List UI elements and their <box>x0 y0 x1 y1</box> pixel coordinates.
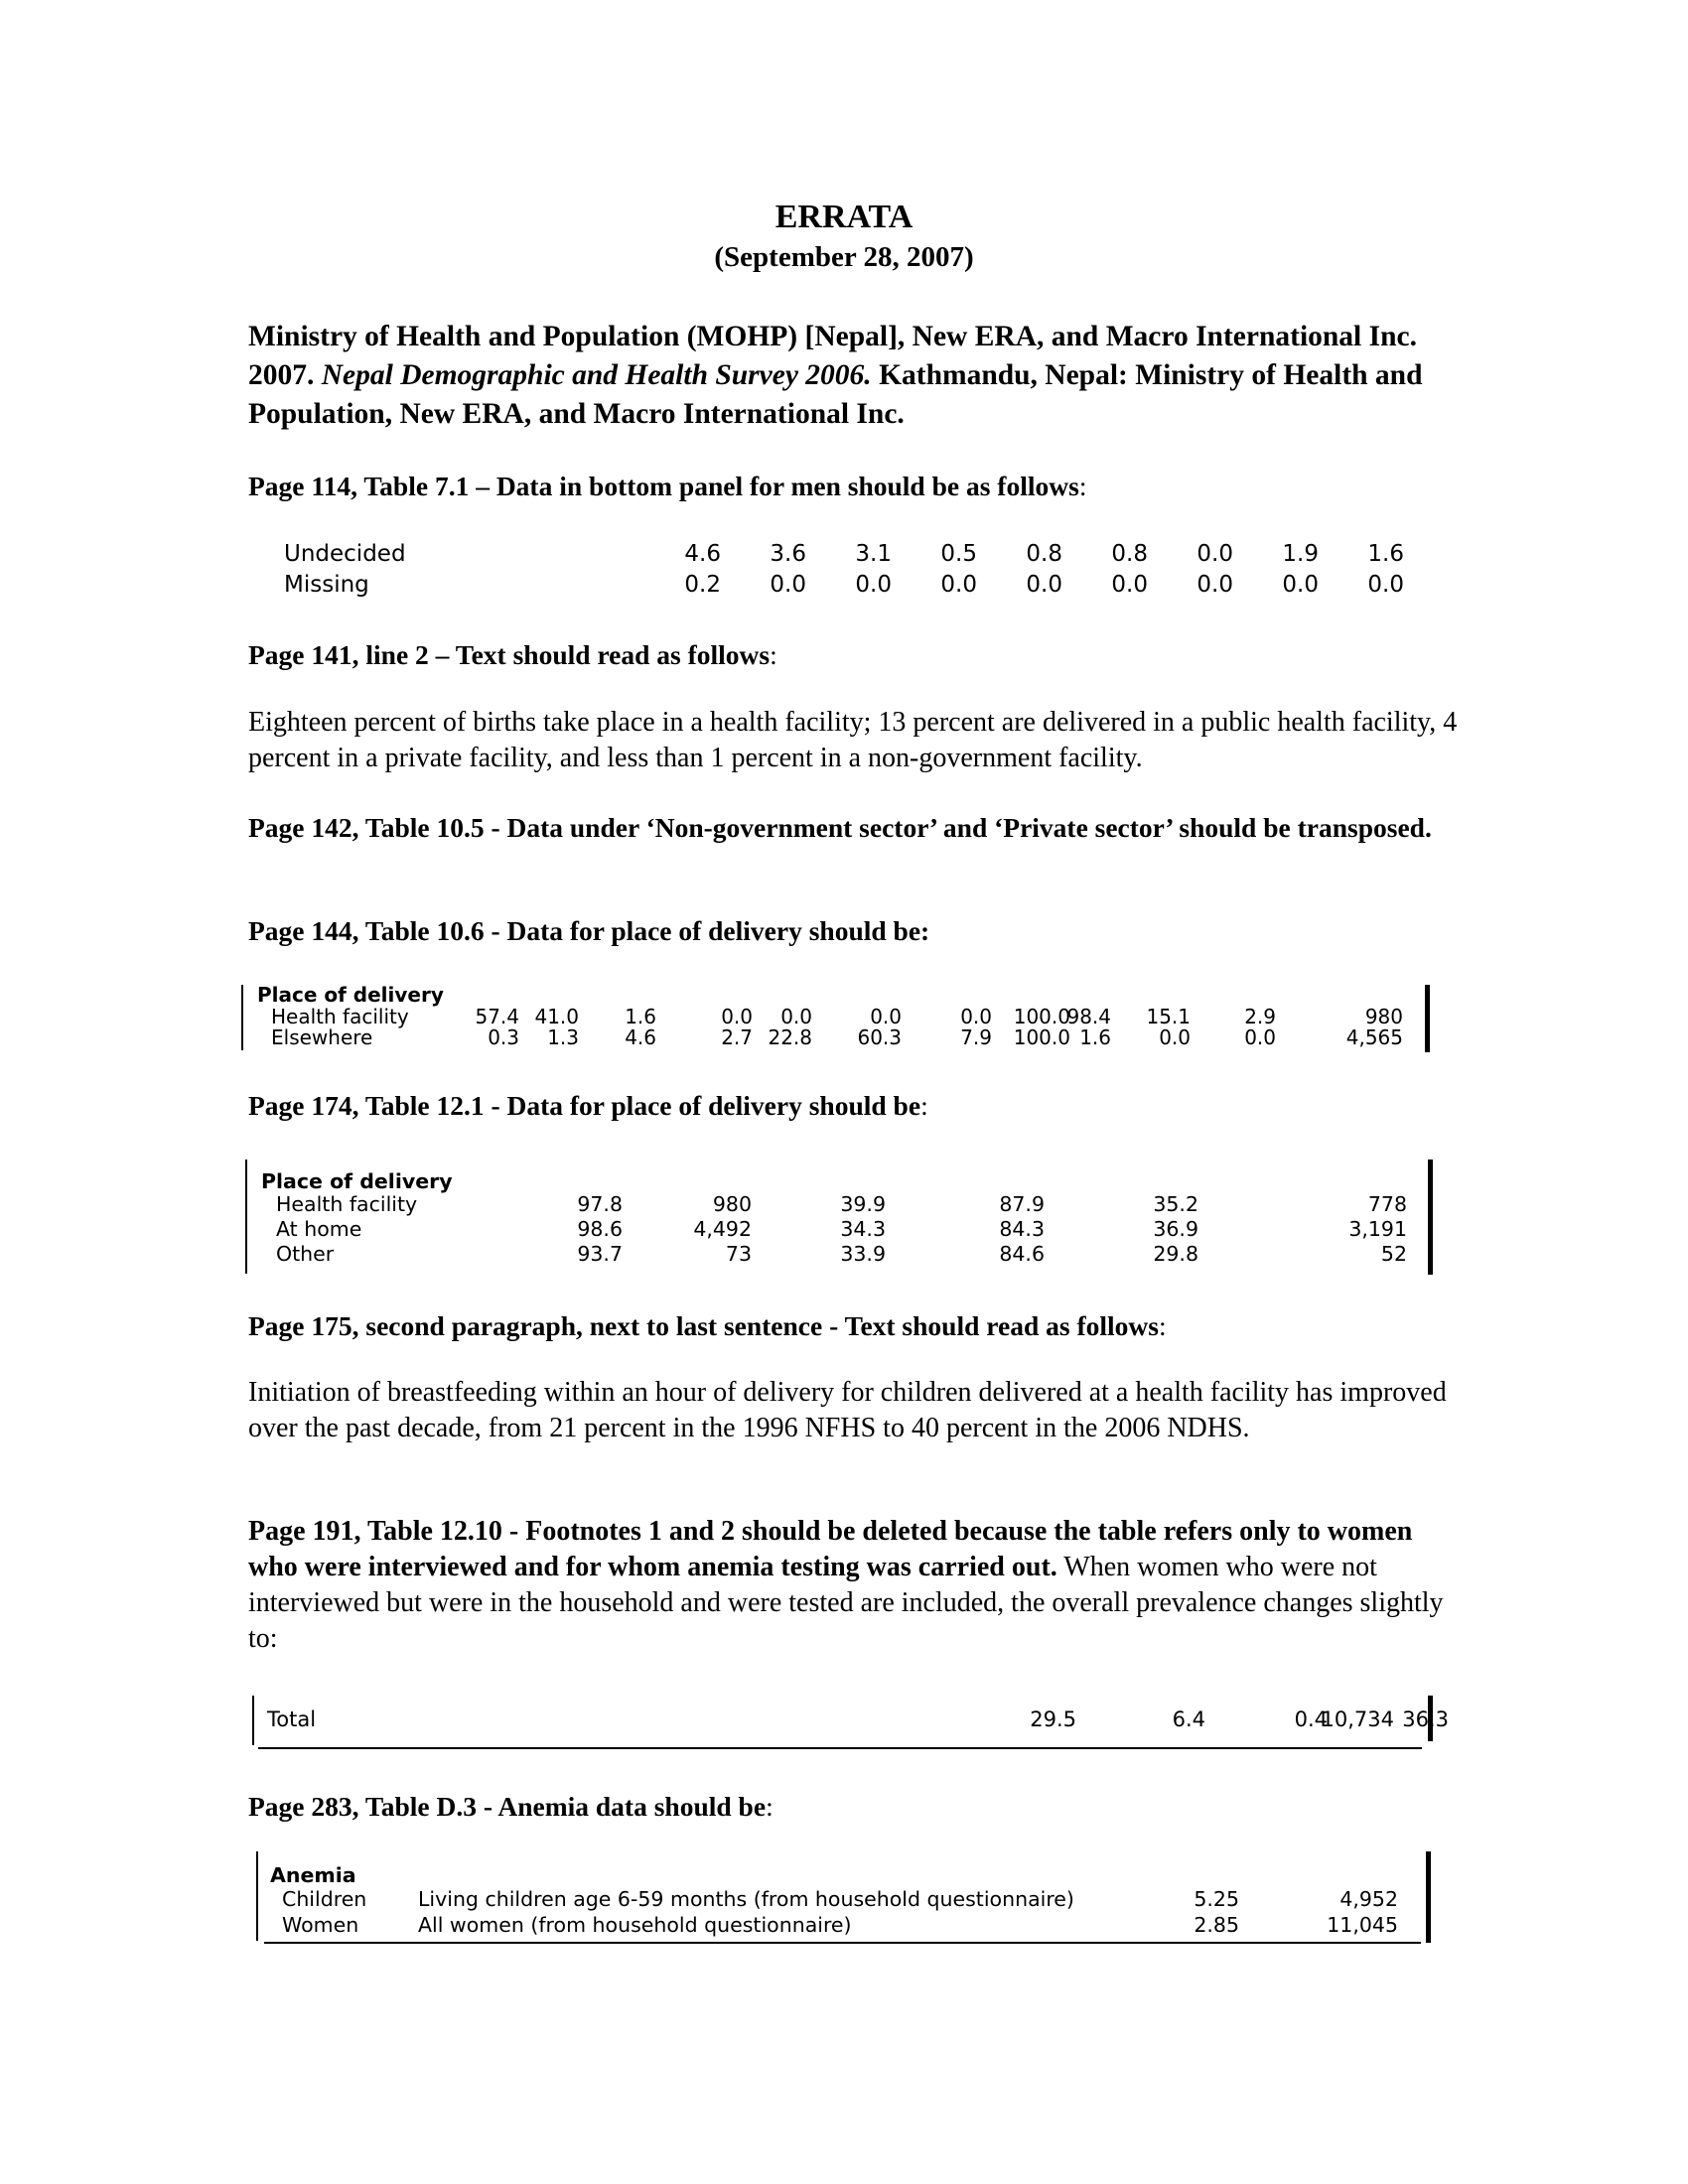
row-label: Total <box>267 1707 317 1731</box>
table-cell: 41.0 <box>534 1005 579 1028</box>
table-cell: 35.2 <box>1153 1192 1198 1216</box>
s5-group-label: Place of delivery <box>261 1169 453 1193</box>
table-cell: 4.6 <box>625 1025 656 1049</box>
table-cell: 98.6 <box>577 1217 623 1241</box>
table-cell: 980 <box>1364 1005 1403 1028</box>
table-cell: 10,734 <box>1321 1707 1394 1731</box>
table-cell: 1.3 <box>547 1025 579 1049</box>
s6-colon: : <box>1158 1310 1167 1341</box>
table-cell: 0.5 <box>940 541 977 567</box>
table-cell: 39.9 <box>840 1192 886 1216</box>
row-label: Other <box>276 1242 335 1266</box>
table-cell: 5.25 <box>1194 1887 1239 1911</box>
table-cell: 0.8 <box>1111 541 1148 567</box>
row-description: Living children age 6-59 months (from household questionnaire) <box>418 1887 1074 1911</box>
table-cell: 29.5 <box>1030 1707 1076 1731</box>
table-cell: 97.8 <box>577 1192 623 1216</box>
table-right-rule <box>1428 1160 1433 1275</box>
table-cell: 60.3 <box>857 1025 902 1049</box>
table-row <box>256 1887 1423 1913</box>
table-cell: 778 <box>1367 1192 1407 1216</box>
table-cell: 73 <box>725 1242 752 1266</box>
row-label: Missing <box>284 572 369 598</box>
table-cell: 0.0 <box>721 1005 753 1028</box>
s5-colon: : <box>920 1090 928 1121</box>
table-cell: 0.2 <box>684 572 721 598</box>
table-row <box>245 1217 1427 1243</box>
table-cell: 98.4 <box>1066 1005 1111 1028</box>
table-right-rule <box>1426 1851 1431 1943</box>
table-cell: 0.0 <box>1111 572 1148 598</box>
table-cell: 4.6 <box>684 541 721 567</box>
table-cell: 4,952 <box>1339 1887 1398 1911</box>
s7-table <box>252 1696 1449 1755</box>
citation-title: Nepal Demographic and Health Survey 2006. <box>321 359 872 391</box>
s5-heading <box>248 1088 1440 1124</box>
table-cell: 0.0 <box>870 1005 902 1028</box>
table-cell: 0.0 <box>855 572 892 598</box>
table-cell: 0.0 <box>940 572 977 598</box>
s6-heading-text: Page 175, second paragraph, next to last sentence - Text should read as follows <box>248 1310 1159 1341</box>
table-cell: 1.6 <box>1367 541 1404 567</box>
table-cell: 3.1 <box>855 541 892 567</box>
row-label: Health facility <box>271 1005 409 1028</box>
table-cell: 4,492 <box>693 1217 752 1241</box>
row-label: Undecided <box>284 541 406 567</box>
s2-paragraph: Eighteen percent of births take place in a health facility; 13 percent are delivered in a public health facility, 4 percent in a private facility, and less than 1 percent in a non-government facility. <box>248 707 1458 773</box>
table-cell: 980 <box>712 1192 752 1216</box>
table-cell: 15.1 <box>1146 1005 1191 1028</box>
table-cell: 2.85 <box>1194 1913 1239 1937</box>
table-cell: 0.0 <box>1196 572 1233 598</box>
table-cell: 0.0 <box>780 1005 812 1028</box>
s5-table <box>245 1160 1437 1277</box>
table-cell: 2.7 <box>721 1025 753 1049</box>
table-row <box>252 1707 1449 1733</box>
table-cell: 0.0 <box>1159 1025 1191 1049</box>
table-cell: 36.9 <box>1153 1217 1198 1241</box>
table-cell: 1.6 <box>625 1005 656 1028</box>
s4-group-label: Place of delivery <box>257 983 444 1007</box>
citation <box>248 318 1440 434</box>
row-description: All women (from household questionnaire) <box>418 1913 852 1937</box>
table-cell: 6.4 <box>1172 1707 1205 1731</box>
table-cell: 2.9 <box>1244 1005 1276 1028</box>
table-row <box>256 1913 1423 1939</box>
s6-heading <box>248 1308 1440 1344</box>
table-cell: 87.9 <box>999 1192 1045 1216</box>
table-cell: 100.0 <box>1013 1005 1070 1028</box>
s2-colon: : <box>770 639 777 670</box>
table-cell: 3,191 <box>1348 1217 1407 1241</box>
table-cell: 0.3 <box>488 1025 519 1049</box>
table-cell: 3.6 <box>770 541 806 567</box>
table-cell: 93.7 <box>577 1242 623 1266</box>
s1-colon: : <box>1078 471 1087 501</box>
s8-heading-text: Page 283, Table D.3 - Anemia data should be <box>248 1791 767 1822</box>
s7-heading-bold: Page 191, Table 12.10 - Footnotes 1 and 2 should be deleted because the table refers only to women who were interviewed and for whom anemia testing was carried out. <box>248 1516 1413 1582</box>
table-cell: 0.8 <box>1026 541 1062 567</box>
table-cell: 57.4 <box>475 1005 519 1028</box>
s8-colon: : <box>766 1791 774 1822</box>
table-cell: 29.8 <box>1153 1242 1198 1266</box>
s8-table <box>256 1851 1448 1946</box>
table-cell: 11,045 <box>1327 1913 1398 1937</box>
s1-heading <box>248 469 1440 504</box>
s7-heading <box>248 1514 1465 1657</box>
table-cell: 34.3 <box>840 1217 886 1241</box>
table-cell: 22.8 <box>768 1025 812 1049</box>
table-cell: 7.9 <box>960 1025 992 1049</box>
row-label: Women <box>282 1913 359 1937</box>
s2-heading <box>248 637 1440 673</box>
table-bottom-rule <box>258 1747 1422 1749</box>
s4-heading: Page 144, Table 10.6 - Data for place of delivery should be: <box>248 915 930 946</box>
table-row <box>245 1192 1427 1218</box>
table-cell: 52 <box>1380 1242 1407 1266</box>
row-label: At home <box>276 1217 362 1241</box>
row-label: Elsewhere <box>271 1025 373 1049</box>
citation-part2: Kathmandu, Nepal: Ministry of Health and Population, New ERA, and Macro International Inc. <box>248 359 1423 430</box>
table-row <box>245 1242 1427 1268</box>
s6-paragraph: Initiation of breastfeeding within an hour of delivery for children delivered at a health facility has improved over the past decade, from 21 percent in the 1996 NFHS to 40 percent in the 2006 NDHS. <box>248 1377 1447 1443</box>
table-cell: 0.0 <box>1196 541 1233 567</box>
table-right-rule <box>1425 985 1430 1052</box>
table-cell: 36.3 <box>1402 1707 1449 1731</box>
s1-heading-text: Page 114, Table 7.1 – Data in bottom panel for men should be as follows <box>248 471 1079 501</box>
table-cell: 33.9 <box>840 1242 886 1266</box>
s1-table <box>284 541 1406 601</box>
table-cell: 1.6 <box>1079 1025 1111 1049</box>
table-cell: 1.9 <box>1282 541 1319 567</box>
s2-heading-text: Page 141, line 2 – Text should read as follows <box>248 639 771 670</box>
table-cell: 0.0 <box>770 572 806 598</box>
table-cell: 0.0 <box>1026 572 1062 598</box>
table-row <box>241 1025 1423 1051</box>
table-cell: 0.0 <box>960 1005 992 1028</box>
page-title: ERRATA <box>774 199 914 235</box>
table-cell: 0.0 <box>1367 572 1404 598</box>
row-label: Children <box>282 1887 367 1911</box>
table-cell: 100.0 <box>1013 1025 1070 1049</box>
table-cell: 0.0 <box>1282 572 1319 598</box>
errata-date: (September 28, 2007) <box>714 241 974 273</box>
s3-heading: Page 142, Table 10.5 - Data under ‘Non-government sector’ and ‘Private sector’ should be transposed. <box>248 812 1432 843</box>
s7-heading-plain: When women who were not interviewed but were in the household and were tested are included, the overall prevalence changes slightly to: <box>248 1552 1444 1654</box>
s8-group-label: Anemia <box>270 1863 356 1887</box>
table-bottom-rule <box>264 1942 1421 1944</box>
table-cell: 84.6 <box>999 1242 1045 1266</box>
table-cell: 0.4 <box>1294 1707 1328 1731</box>
s4-table <box>241 983 1433 1052</box>
row-label: Health facility <box>276 1192 418 1216</box>
table-cell: 4,565 <box>1345 1025 1403 1049</box>
table-cell: 84.3 <box>999 1217 1045 1241</box>
s8-heading <box>248 1789 1440 1825</box>
citation-part1: Ministry of Health and Population (MOHP) [Nepal], New ERA, and Macro International Inc. 2007. <box>248 321 1417 391</box>
s5-heading-text: Page 174, Table 12.1 - Data for place of delivery should be <box>248 1090 921 1121</box>
table-cell: 0.0 <box>1244 1025 1276 1049</box>
